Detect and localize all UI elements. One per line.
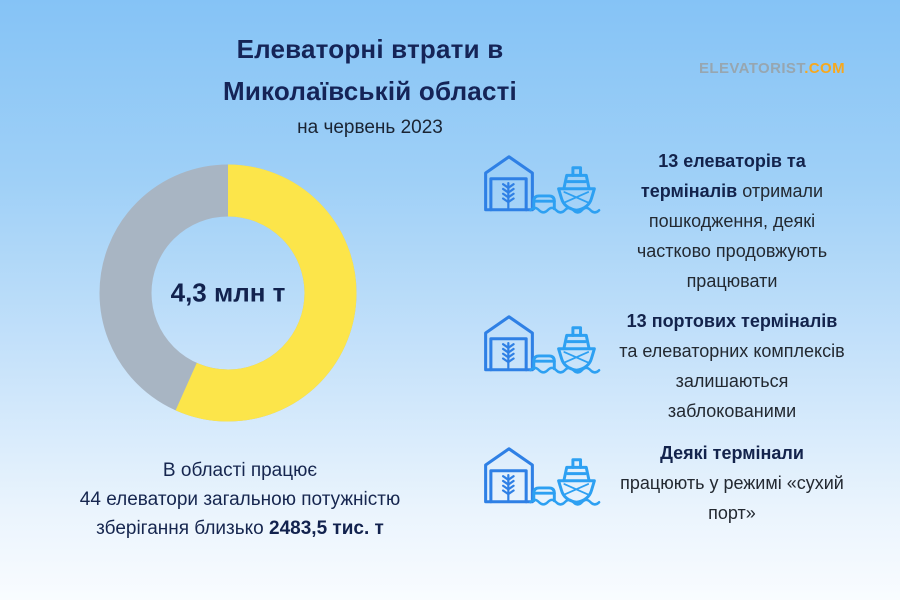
info-block-dry-port-text (612, 438, 852, 528)
header (70, 28, 670, 141)
page-title-line1: Елеваторні втрати в (236, 34, 504, 64)
donut-center-label: 4,3 млн т (170, 277, 286, 308)
info-block-blocked-text (612, 306, 852, 426)
region-capacity-note (10, 456, 470, 543)
elevator-port-icon (478, 310, 602, 426)
logo-text-orange: .COM (804, 60, 845, 77)
info-block-damaged (478, 146, 858, 296)
page-subtitle: на червень 2023 (297, 117, 443, 138)
elevatorist-logo (699, 60, 845, 77)
info-block-dry-port (478, 438, 858, 528)
info-bold: 13 портових терміналів (626, 311, 838, 331)
info-rest: отримали пошкодження, деякі частково продовжують працювати (636, 181, 828, 291)
stats-line3: зберігання близько (96, 518, 264, 539)
stats-line2: 44 елеватори загальною потужністю (79, 489, 401, 510)
logo-text-gray: ELEVATORIST (698, 60, 805, 77)
info-bold: Деякі термінали (660, 443, 804, 463)
stats-capacity-value: 2483,5 тис. т (269, 518, 384, 539)
info-block-blocked (478, 306, 858, 426)
info-rest: працюють у режимі «сухий порт» (620, 473, 844, 523)
donut-chart (99, 164, 357, 422)
stats-line1: В області працює (162, 460, 318, 481)
info-block-damaged-text (612, 146, 852, 296)
info-rest: та елеваторних комплексів залишаються заблокованими (619, 341, 845, 421)
elevator-port-icon (478, 442, 602, 528)
info-bold: 13 елеваторів та терміналів (640, 151, 806, 201)
page-title-line2: Миколаївській області (223, 76, 517, 106)
elevator-port-icon (478, 150, 602, 296)
